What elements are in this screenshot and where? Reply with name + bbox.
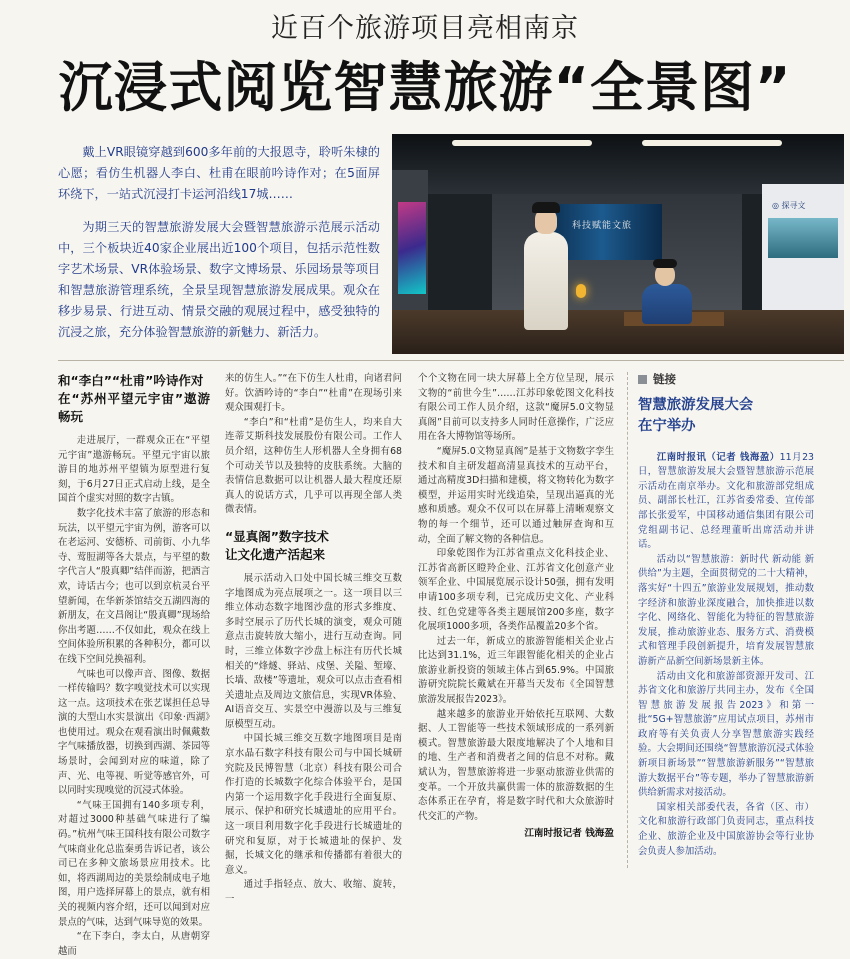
article-paragraph: 印象乾图作为江苏省重点文化科技企业、江苏省高新区瞪羚企业、江苏省文化创意产业领军企业、中国展览展示设计50强，拥有发明申请100多项专利，已完成历史文化、产业科技、红色党建等各类主题展馆200多座，数字化展项1000多项，各类作品覆盖20多个省。	[418, 548, 614, 633]
article-paragraph: “在下李白，李太白，从唐朝穿越而	[58, 931, 210, 957]
lead-paragraph-1: 戴上VR眼镜穿越到600多年前的大报恩寺，聆听朱棣的心愿；看仿生机器人李白、杜甫在眼前吟诗作对；在5面屏环绕下，一站式沉浸打卡运河沿线17城……	[58, 145, 380, 201]
article-paragraph: 个个文物在同一块大屏幕上全方位呈现，展示文物的“前世今生”……江苏印象乾图文化科技有限公司工作人员介绍，这款“魔屏5.0文物显真阁”目前可以支持多人同时任意操作，广泛应用在各大博物馆等场所。	[418, 373, 614, 443]
article-column-3	[418, 372, 614, 868]
photo-ceiling-light	[642, 140, 782, 146]
article-paragraph: “魔屏5.0文物显真阁”是基于文物数字孪生技术和自主研发超高清显真技术的互动平台，通过高精度3D扫描和建模，将文物转化为数字模型，并运用实时光线追染，呈现出逼真的光感和质感。观众不仅可以在屏幕上清晰观察文物的每一个细节，还可以通过触屏查询和互动，全面了解文物的各种信息。	[418, 445, 614, 545]
sidebar-title: 智慧旅游发展大会 在宁举办	[638, 396, 754, 434]
photo-floor	[392, 310, 844, 354]
article-paragraph: 越来越多的旅游业开始依托互联网、大数据、人工智能等一些技术领域形成的一系列新模式。智慧旅游最大限度地解决了个人地和目的地、生产者和消费者之间的信息不对称。戴斌认为，智慧旅游将进一步驱动旅游业供需的变革。一个开放共赢供需一体的旅游数据的生态体系正在孕育，将是数字时代和大众旅游时代交汇的产物。	[418, 708, 614, 822]
lead-paragraphs	[58, 142, 380, 343]
photo-screen-text: 科技赋能文旅	[571, 221, 632, 231]
article-column-1	[58, 372, 210, 957]
square-bullet-icon	[638, 375, 647, 384]
performer-du-fu	[642, 284, 692, 324]
article-paragraph: 中国长城三维交互数字地图项目是南京水晶石数字科技有限公司与中国长城研究院及民博智慧（北京）科技有限公司合作打造的长城数字化综合体验平台，是国内第一个运用数字化手段进行全面复原、展示、保护和研究长城遗址的应用平台。这一项目利用数字化手段进行长城遗址的研究和复原，对于长城遗址的保护、发掘，长城文化的继承和传播都有着很大的意义。	[225, 733, 402, 876]
article-paragraph: 来的仿生人。”“在下仿生人杜甫，向诸君问好。饮酒吟诗的“李白”“杜甫”在现场引来观众围观打卡。	[225, 373, 402, 414]
sidebar-link-box	[638, 372, 814, 868]
photo-left-screen	[398, 202, 426, 294]
photo-ceiling-light	[452, 140, 592, 146]
article-paragraph: 数字化技术丰富了旅游的形态和玩法，以平望元宇宙为例，游客可以在老运河、安德桥、司前街、小九华寺、莺脰湖等各大景点，与平望的数字代言人“殷真卿”结伴而游，把酒言欢，诗话古今；也可以到京杭灵台平望新闻，在华新茶馆结交五湖四海的新朋友，在文昌阁让“殷真卿”现场给你出考题……不仅如此，观众在线上空间体验所积累的各种积分，都可以在线下空间兑换福利。	[58, 507, 210, 665]
exhibition-photo	[392, 134, 844, 354]
photo-right-logo: ◎ 探寻文	[772, 201, 806, 210]
subheading-2-block	[225, 528, 402, 564]
performer-du-fu-hat	[653, 259, 677, 268]
article-paragraph: “气味王国拥有140多项专利，对超过3000种基础气味进行了编码。”杭州气味王国科技有限公司数字气味商业化总监秦勇告诉记者，该公司已在多种文旅场景应用技术。比如，将西湖周边的美景绘制成电子地图，用户选择屏幕上的景点，就有相关的视频内容介绍，还可以闻到对应景点的气味，达到气味导览的效果。	[58, 799, 210, 928]
article-paragraph: 展示活动入口处中国长城三维交互数字地图成为亮点展项之一。这一项目以三维立体动态数字地图沙盘的形式多维度、多时空展示了历代长城的演变，观众可随意点击旋转放大缩小，进行互动查询。同时，三维立体数字沙盘上标注有历代长城相关的“烽燧、驿站、戍堡、关隘、堑壕、长墙、敌楼”等遗址，观众可以点击查看相关遗址点及周边文旅信息，实现VR体验、AI语音交互、实景空中漫游以及与三维复原模型互动。	[225, 572, 402, 730]
sidebar-paragraph-1: 11月23日，智慧旅游发展大会暨智慧旅游示范展示活动在南京举办。文化和旅游部党组成员、副部长杜江，江苏省委常委、宣传部部长张爱军，中国移动通信集团有限公司党组副书记、总经理董昕出席活动并讲话。	[638, 451, 814, 551]
article-paragraph: 气味也可以像声音、图像、数据一样传输吗？数字嗅觉技术可以实现这一点。这项技术在张艺谋担任总导演的大型山水实景演出《印象·西湖》也使用过。观众在观看演出时佩戴数字气味播放器，切换到西湖、茶园等场景时，会闻到对应的味道，除了声、光、电等视、听觉等感官外，可以同时实现嗅觉的沉浸式体验。	[58, 668, 210, 797]
article-paragraph: 通过手指轻点、放大、收缩、旋转，一	[225, 879, 402, 905]
article-paragraph: “李白”和“杜甫”是仿生人，均来自大连蒂艾斯科技发展股份有限公司。工作人员介绍，这种仿生人形机器人全身拥有68个可动关节以及独特的皮肤系统。大脑的表情信息数据可以让机器人最大程度还原真人的说话方式，几乎可以再现全部人类微表情。	[225, 416, 402, 516]
article-column-2	[225, 372, 402, 905]
main-headline: 沉浸式阅览智慧旅游“全景图”	[58, 56, 792, 119]
link-tag	[638, 372, 814, 387]
article-paragraph: 过去一年，新成立的旅游智能相关企业占比达到31.1%，近三年跟智能化相关的企业占旅游业新投资的领域主体占到65.9%。中国旅游研究院院长戴斌在开幕当天发布《全国智慧旅游发展报告2023》。	[418, 635, 614, 706]
lead-paragraph-2: 为期三天的智慧旅游发展大会暨智慧旅游示范展示活动中，三个板块近40家企业展出近100个项目，包括示范性数字艺术场景、VR体验场景、数字文博场景、乐园场景等项目和智慧旅游管理系统，全景呈现智慧旅游发展成果。观众在移步易景、行进互动、情景交融的观展过程中，感受独特的沉浸之旅，充分体验智慧旅游的新魅力、新活力。	[58, 220, 380, 339]
kicker-headline: 近百个旅游项目亮相南京	[271, 13, 579, 44]
subheading-2: “显真阁”数字技术 让文化遗产活起来	[225, 528, 329, 562]
performer-li-bai-hat	[532, 202, 560, 213]
sidebar-paragraph	[638, 451, 814, 553]
article-byline: 江南时报记者 钱海盈	[524, 828, 614, 840]
article-paragraph: 走进展厅，一群观众正在“平望元宇宙”遨游畅玩。平望元宇宙以旅游目的地苏州平望镇为原型进行复刻，于6月27日正式启动上线，是全国首个虚实对照的数字古镇。	[58, 435, 210, 505]
sidebar-paragraph-4: 国家相关部委代表，各省（区、市）文化和旅游行政部门负责同志，重点科技企业、旅游企业及中国旅游协会等行业协会负责人参加活动。	[638, 801, 814, 857]
sidebar-reporter: 江南时报讯（记者 钱海盈）	[656, 451, 780, 463]
link-tag-label: 链接	[653, 372, 676, 386]
sidebar-paragraph-2: 活动以“智慧旅游：新时代 新动能 新供给”为主题，全面贯彻党的二十大精神，落实好“十四五”旅游业发展规划，推动数字经济和旅游业深度融合，加快推进以数字化、网络化、智能化为特征的智慧旅游发展，推动旅游业态、服务方式、消费模式和管理手段创新提升，培育发展智慧旅游新产品新空间新场景新主体。	[638, 553, 814, 667]
subheading-1: 和“李白”“杜甫”吟诗作对 在“苏州平望元宇宙”遨游畅玩	[58, 373, 210, 424]
performer-li-bai	[524, 232, 568, 330]
section-divider	[58, 360, 844, 361]
sidebar-divider	[627, 372, 628, 868]
sidebar-paragraph-3: 活动由文化和旅游部资源开发司、江苏省文化和旅游厅共同主办，发布《全国智慧旅游发展报告2023》和第一批“5G+智慧旅游”应用试点项目，苏州市政府等有关负责人分享智慧旅游实践经验。大会期间还围绕“智慧旅游沉浸式体验新项目新场景”“智慧旅游新服务”“智慧旅游大数据平台”等专题，举办了智慧旅游新供给新需求对接活动。	[638, 670, 814, 799]
photo-lamp	[576, 284, 586, 298]
photo-right-panel	[768, 218, 838, 258]
